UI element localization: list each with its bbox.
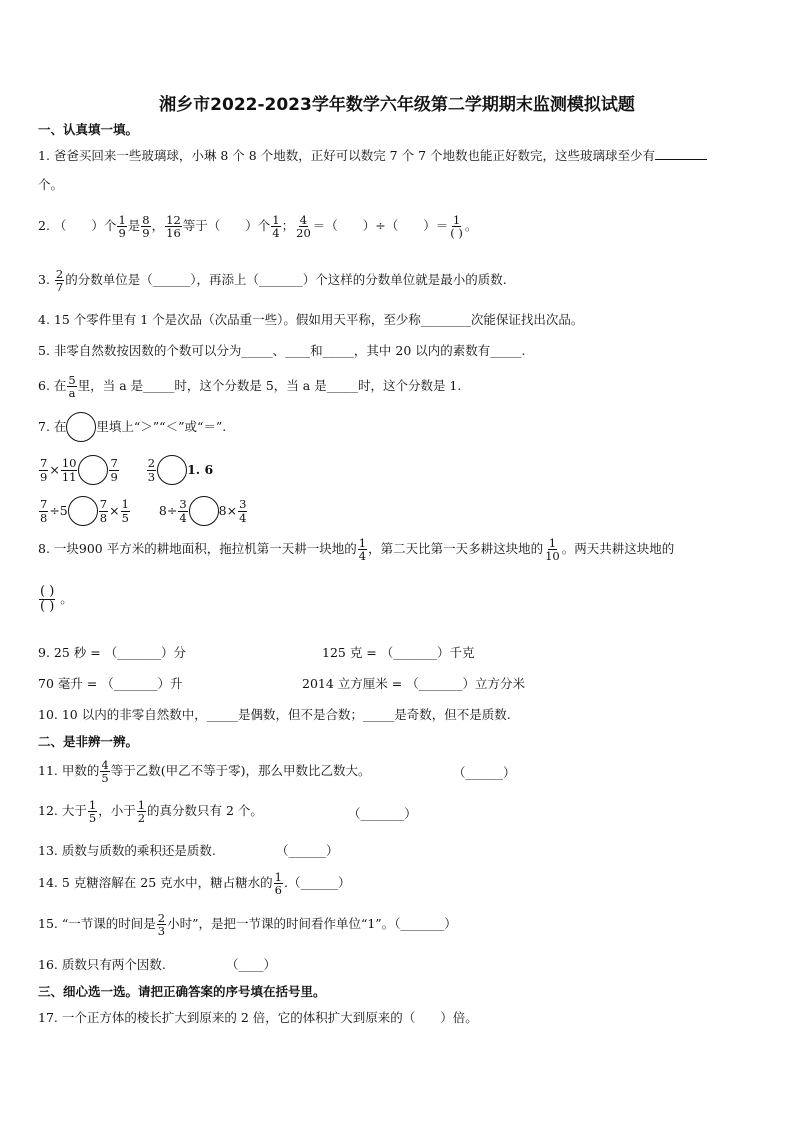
question-15: 15. “一节课的时间是 $\frac{2}{3}$ 小时”，是把一节课的时间看作单位“1”。（_______） [38,911,457,939]
question-1 [38,149,707,163]
question-17: 17. 一个正方体的棱长扩大到原来的 2 倍，它的体积扩大到原来的（ ）倍。 [38,1010,478,1025]
section-3-heading: 三、细心选一选。请把正确答案的序号填在括号里。 [38,984,326,999]
section-2-heading: 二、是非辨一辨。 [38,734,139,749]
answer-blank[interactable] [655,149,707,160]
question-1-unit: 个。 [38,177,64,192]
answer-paren[interactable]: （_______） [348,806,417,821]
question-8: 8. 一块900 平方米的耕地面积，拖拉机第一天耕一块地的 $\frac{1}{4}$ ，第二天比第一天多耕这块地的 $\frac{1}{10}$ 。两天共耕这块地的 [38,536,675,564]
fraction: $\frac{4}{20}$ [296,213,311,241]
question-9c: 70 毫升 = （_______）升 [38,676,183,691]
fraction: $\frac{1}{( )}$ [450,213,463,241]
answer-paren[interactable]: （______） [276,843,339,858]
fraction: $\frac{8}{9}$ [142,213,150,241]
fraction: $\frac{2}{7}$ [55,267,64,295]
question-10: 10. 10 以内的非零自然数中，_____是偶数，但不是合数；_____是奇数，但不是质数. [38,707,511,722]
fraction: $\frac{12}{16}$ [166,213,181,241]
question-7: 7. 在 里填上“＞”“＜”或“＝”. [38,412,226,442]
fraction: $\frac{5}{a}$ [68,373,76,401]
fraction: $\frac{1}{4}$ [272,213,280,241]
section-1-heading: 一、认真填一填。 [38,122,139,137]
q7-row-2: $\frac{7}{8}$ ÷5 $\frac{7}{8}$ × $\frac{1}{5}$ 8÷ $\frac{3}{4}$ 8× $\frac{3}{4}$ [40,497,247,525]
answer-fraction[interactable]: $\frac{( )}{( )}$ [40,584,55,614]
answer-paren[interactable]: （____） [226,957,277,972]
question-11: 11. 甲数的 $\frac{4}{5}$ 等于乙数(甲乙不等于零)，那么甲数比乙数大。 [38,758,371,786]
question-9d: 2014 立方厘米 = （_______）立方分米 [302,676,525,691]
q7-row-1: $\frac{7}{9}$ × $\frac{10}{11}$ $\frac{7}{9}$ $\frac{2}{3}$ 1. 6 [40,456,214,484]
compare-circle[interactable] [78,455,108,485]
compare-circle[interactable] [157,455,187,485]
question-3: 3. $\frac{2}{7}$ 的分数单位是（______），再添上（_______）个这样的分数单位就是最小的质数. [38,267,507,295]
fraction: $\frac{1}{9}$ [118,213,126,241]
question-4: 4. 15 个零件里有 1 个是次品（次品重一些）。假如用天平称，至少称________次能保证找出次品。 [38,312,584,327]
page-title: 湘乡市2022-2023学年数学六年级第二学期期末监测模拟试题 [159,95,635,115]
question-16: 16. 质数只有两个因数. [38,957,166,972]
question-6: 6. 在 $\frac{5}{a}$ 里，当 a 是_____时，这个分数是 5，当 a 是_____时，这个分数是 1. [38,373,462,401]
question-9b: 125 克 = （_______）千克 [322,645,475,660]
question-13: 13. 质数与质数的乘积还是质数. [38,843,216,858]
question-14: 14. 5 克糖溶解在 25 克水中，糖占糖水的 $\frac{1}{6}$ .（______） [38,870,351,898]
question-1-text: 1. 爸爸买回来一些玻璃球，小琳 8 个 8 个地数，正好可以数完 7 个 7 个地数也能正好数完，这些玻璃球至少有 [38,148,656,163]
question-2: 2. （ ）个 $\frac{1}{9}$ 是 $\frac{8}{9}$ ， $\frac{12}{16}$ 等于（ ）个 $\frac{1}{4}$ ； $\frac{4}{20}$ ＝（ ）÷（ ）＝ $\frac{1}{( )}$ 。 [38,213,478,241]
compare-circle[interactable] [189,496,219,526]
compare-circle[interactable] [66,412,96,442]
answer-paren[interactable]: （______） [453,765,516,780]
question-9a: 9. 25 秒 = （_______）分 [38,645,186,660]
question-5: 5. 非零自然数按因数的个数可以分为_____、____和_____，其中 20 以内的素数有_____. [38,343,526,358]
question-12: 12. 大于 $\frac{1}{5}$ ，小于 $\frac{1}{2}$ 的真分数只有 2 个。 [38,798,263,826]
compare-circle[interactable] [68,496,98,526]
question-8-answer: $\frac{( )}{( )}$ 。 [40,584,73,614]
